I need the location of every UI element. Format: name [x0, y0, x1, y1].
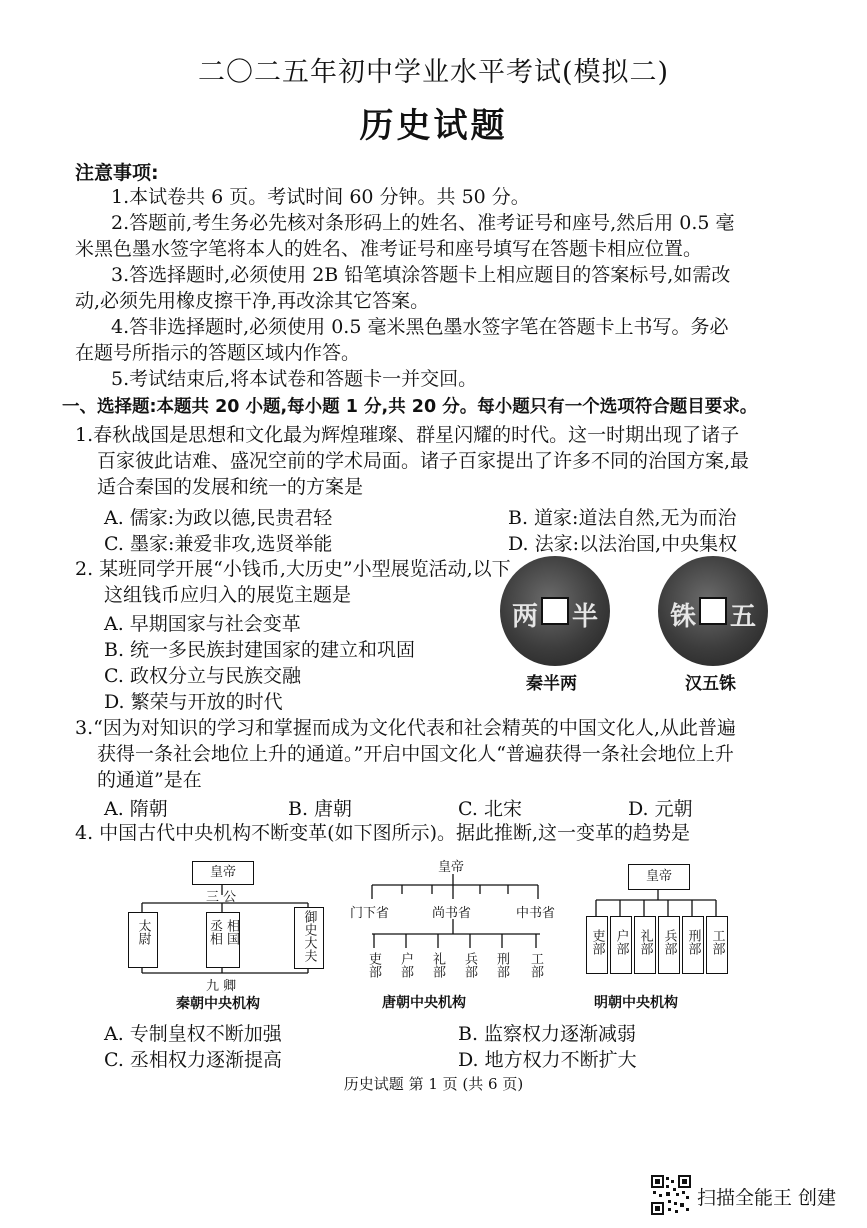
q4-option-c[interactable]: C. 丞相权力逐渐提高	[104, 1049, 282, 1071]
exam-title: 二〇二五年初中学业水平考试(模拟二)	[197, 57, 670, 88]
ming-gongbu-label: 工部	[709, 929, 725, 955]
question-2-line: 2. 某班同学开展“小钱币,大历史”小型展览活动,以下	[75, 558, 511, 580]
tang-emperor-label: 皇帝	[438, 860, 465, 875]
ming-bingbu-box	[658, 916, 680, 974]
coin-inscription: 铢	[670, 602, 697, 632]
tang-diagram-caption: 唐朝中央机构	[382, 995, 466, 1011]
q4-option-a[interactable]: A. 专制皇权不断加强	[104, 1023, 282, 1045]
qin-xiangguo-label: 相国	[224, 919, 239, 945]
qin-jiuqing-label: 九 卿	[206, 979, 237, 994]
qin-central-structure-diagram	[120, 855, 330, 1015]
question-3-line: 3.“因为对知识的学习和掌握而成为文化代表和社会精英的中国文化人,从此普遍	[75, 717, 736, 739]
q2-option-b[interactable]: B. 统一多民族封建国家的建立和巩固	[104, 639, 416, 661]
ming-libu2-box	[634, 916, 656, 974]
notice-item: 在题号所指示的答题区域内作答。	[75, 342, 361, 364]
notice-heading: 注意事项:	[75, 162, 159, 184]
tang-zhongshu-label: 中书省	[516, 906, 556, 921]
qin-chengxiang-box	[206, 912, 240, 968]
ming-central-structure-diagram	[578, 858, 738, 1013]
q3-option-c[interactable]: C. 北宋	[458, 798, 522, 820]
question-3-line: 的通道”是在	[97, 769, 202, 791]
coin-square-hole	[699, 597, 727, 625]
q4-option-d[interactable]: D. 地方权力不断扩大	[458, 1049, 637, 1071]
tang-shangshu-label: 尚书省	[432, 906, 472, 921]
tang-menxia-label: 门下省	[350, 906, 390, 921]
question-1-line: 1.春秋战国是思想和文化最为辉煌璀璨、群星闪耀的时代。这一时期出现了诸子	[75, 424, 740, 446]
coin-caption-han: 汉五铢	[685, 674, 736, 694]
notice-item: 米黑色墨水签字笔将本人的姓名、准考证号和座号填写在答题卡相应位置。	[75, 238, 703, 260]
qin-emperor-box: 皇帝	[192, 861, 254, 885]
han-wuzhu-coin-image	[658, 556, 768, 666]
q1-option-a[interactable]: A. 儒家:为政以德,民贵君轻	[104, 507, 333, 529]
q1-option-d[interactable]: D. 法家:以法治国,中央集权	[508, 533, 738, 555]
ming-xingbu-box	[682, 916, 704, 974]
notice-item: 4.答非选择题时,必须使用 0.5 毫米黑色墨水签字笔在答题卡上书写。务必	[111, 316, 729, 338]
qr-code-icon	[651, 1175, 691, 1215]
coin-caption-qin: 秦半两	[526, 674, 577, 694]
ming-hubu-label: 户部	[613, 929, 629, 955]
question-2-line: 这组钱币应归入的展览主题是	[104, 584, 352, 606]
qin-chengxiang-label: 丞相	[207, 919, 222, 945]
notice-item: 2.答题前,考生务必先核对条形码上的姓名、准考证号和座号,然后用 0.5 毫	[111, 212, 735, 234]
qin-banliang-coin-image	[500, 556, 610, 666]
coin-square-hole	[541, 597, 569, 625]
ming-libu-label: 吏部	[589, 929, 605, 955]
ming-libu2-label: 礼部	[637, 929, 653, 955]
tang-hubu-label: 户部	[398, 952, 413, 978]
ming-libu-box	[586, 916, 608, 974]
tang-central-structure-diagram	[350, 852, 570, 1017]
qin-taiwei-box	[128, 912, 158, 968]
coin-inscription: 半	[572, 602, 599, 632]
q3-option-b[interactable]: B. 唐朝	[288, 798, 353, 820]
ming-bingbu-label: 兵部	[661, 929, 677, 955]
q3-option-d[interactable]: D. 元朝	[628, 798, 693, 820]
qin-yushidafu-box	[294, 907, 324, 969]
subject-title: 历史试题	[359, 106, 508, 146]
q2-option-d[interactable]: D. 繁荣与开放的时代	[104, 691, 283, 713]
tang-bingbu-label: 兵部	[462, 952, 477, 978]
qin-diagram-caption: 秦朝中央机构	[176, 996, 260, 1012]
q4-option-b[interactable]: B. 监察权力逐渐减弱	[458, 1023, 637, 1045]
page-footer: 历史试题 第 1 页 (共 6 页)	[343, 1075, 524, 1093]
scanner-watermark: 扫描全能王 创建	[697, 1187, 837, 1209]
tang-gongbu-label: 工部	[528, 952, 543, 978]
qin-taiwei-label: 太尉	[135, 919, 151, 945]
tang-xingbu-label: 刑部	[494, 952, 509, 978]
q1-option-b[interactable]: B. 道家:道法自然,无为而治	[508, 507, 737, 529]
notice-item: 5.考试结束后,将本试卷和答题卡一并交回。	[111, 368, 478, 390]
tang-libu2-label: 礼部	[430, 952, 445, 978]
coin-inscription: 两	[512, 602, 539, 632]
question-1-line: 适合秦国的发展和统一的方案是	[97, 476, 364, 498]
q1-option-c[interactable]: C. 墨家:兼爱非攻,选贤举能	[104, 533, 333, 555]
question-3-line: 获得一条社会地位上升的通道。”开启中国文化人“普遍获得一条社会地位上升	[97, 743, 734, 765]
ming-emperor-box: 皇帝	[628, 864, 690, 890]
qin-yushidafu-label: 御史大夫	[301, 910, 317, 962]
notice-item: 1.本试卷共 6 页。考试时间 60 分钟。共 50 分。	[111, 186, 530, 208]
q2-option-a[interactable]: A. 早期国家与社会变革	[104, 613, 301, 635]
ming-xingbu-label: 刑部	[685, 929, 701, 955]
ming-gongbu-box	[706, 916, 728, 974]
qin-sangong-label: 三 公	[206, 890, 237, 905]
question-4-stem: 4. 中国古代中央机构不断变革(如下图所示)。据此推断,这一变革的趋势是	[75, 822, 691, 844]
ming-diagram-caption: 明朝中央机构	[594, 995, 678, 1011]
notice-item: 动,必须先用橡皮擦干净,再改涂其它答案。	[75, 290, 430, 312]
q3-option-a[interactable]: A. 隋朝	[104, 798, 168, 820]
tang-libu-label: 吏部	[366, 952, 381, 978]
coin-inscription: 五	[730, 602, 757, 632]
notice-item: 3.答选择题时,必须使用 2B 铅笔填涂答题卡上相应题目的答案标号,如需改	[111, 264, 731, 286]
ming-hubu-box	[610, 916, 632, 974]
question-1-line: 百家彼此诘难、盛况空前的学术局面。诸子百家提出了许多不同的治国方案,最	[97, 450, 750, 472]
q2-option-c[interactable]: C. 政权分立与民族交融	[104, 665, 301, 687]
section-heading: 一、选择题:本题共 20 小题,每小题 1 分,共 20 分。每小题只有一个选项符合题目要求。	[62, 397, 758, 417]
